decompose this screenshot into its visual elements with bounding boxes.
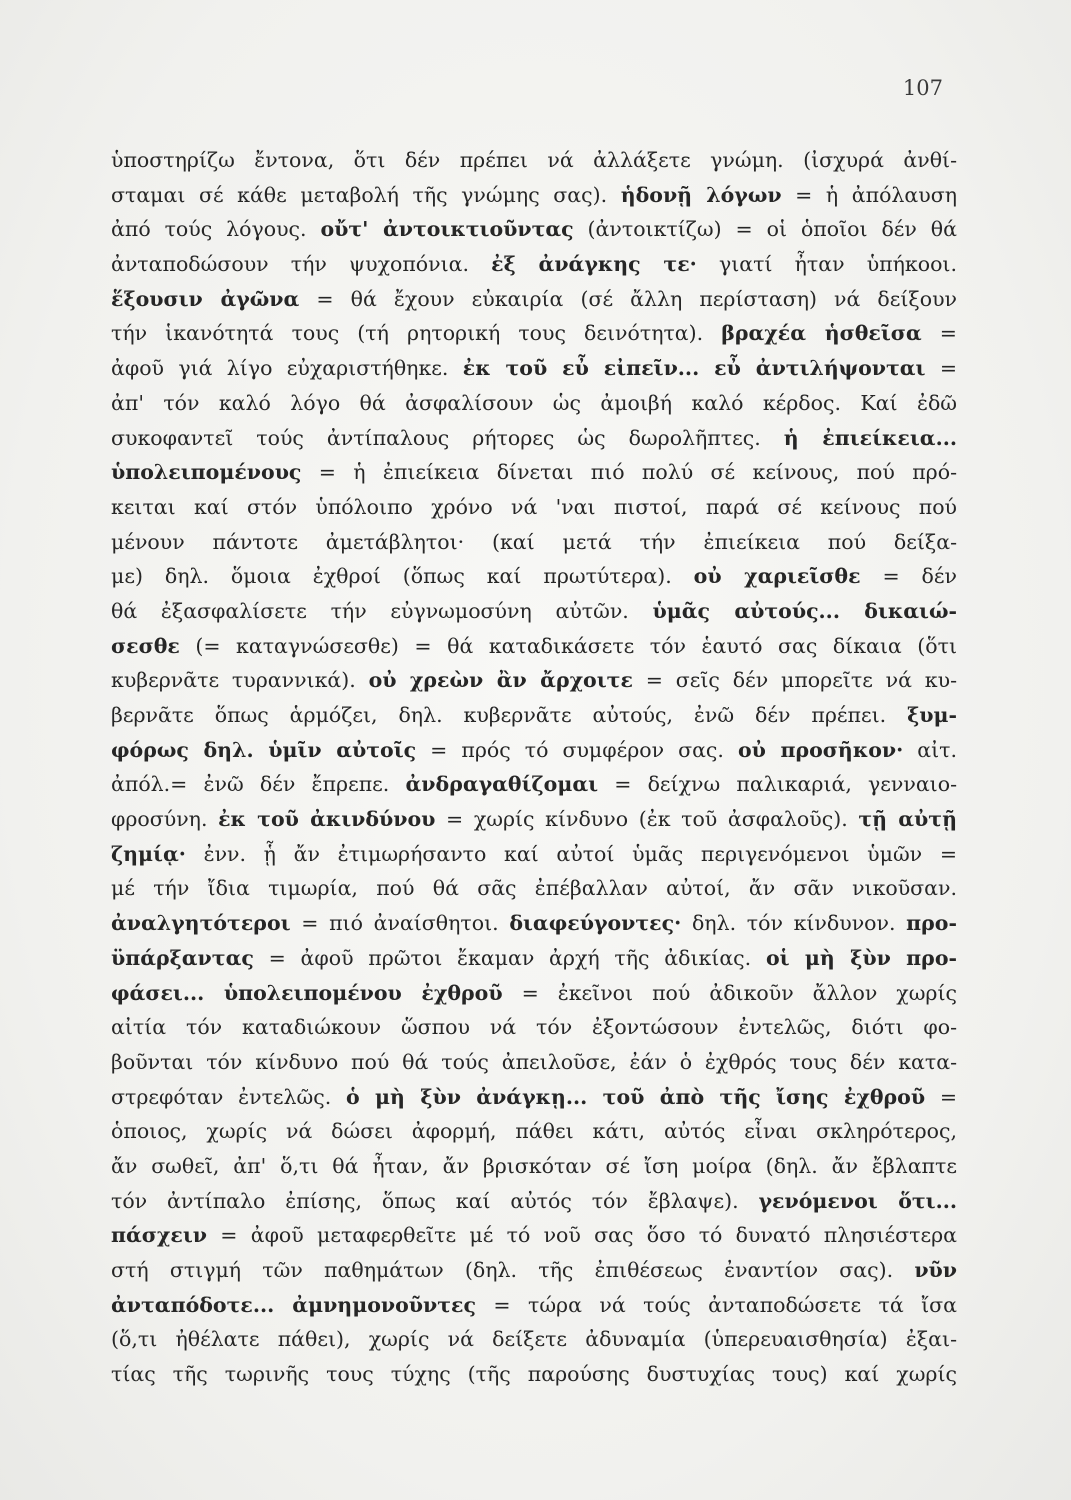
gloss-text: αἰτία τόν καταδιώκουν ὥσπου νά τόν ἐξοντώσουν ἐντελῶς, διότι φο-: [111, 1015, 957, 1040]
gloss-text: =: [921, 321, 957, 346]
lemma-term: ζημίᾳ·: [111, 841, 186, 866]
gloss-text: = σεῖς δέν μπορεῖτε νά κυ-: [632, 668, 957, 693]
gloss-text: μέ τήν ἴδια τιμωρία, πού θά σᾶς ἐπέβαλλαν αὐτοί, ἄν σᾶν νικοῦσαν.: [111, 876, 957, 901]
text-line: [111, 1288, 957, 1323]
text-line: [111, 629, 957, 664]
lemma-term: οὐ χρεὼν ἂν ἄρχοιτε: [368, 668, 633, 693]
gloss-text: (= καταγνώσεσθε) = θά καταδικάσετε τόν ἑαυτό σας δίκαια (ὅτι: [179, 633, 957, 658]
text-line: [111, 386, 957, 421]
gloss-text: φροσύνη.: [111, 807, 219, 832]
gloss-text: = ἡ ἀπόλαυση: [781, 182, 958, 207]
text-line: [111, 525, 957, 560]
gloss-text: =: [925, 356, 957, 381]
text-line: [111, 976, 957, 1011]
lemma-term: οἱ μὴ ξὺν προ-: [765, 945, 957, 970]
text-line: [111, 490, 957, 525]
text-line: [111, 941, 957, 976]
gloss-text: ἀπό τούς λόγους.: [111, 217, 321, 242]
lemma-term: τῇ αὐτῇ: [858, 807, 957, 832]
text-line: [111, 1010, 957, 1045]
text-line: [111, 698, 957, 733]
gloss-text: τόν ἀντίπαλο ἐπίσης, ὅπως καί αὐτός τόν ἔβλαψε).: [111, 1188, 759, 1213]
lemma-term: νῦν: [914, 1258, 957, 1282]
lemma-term: γενόμενοι ὅτι...: [758, 1188, 957, 1213]
text-line: [111, 663, 957, 698]
text-line: [111, 247, 957, 282]
text-line: [111, 421, 957, 456]
lemma-term: σεσθε: [111, 633, 180, 658]
gloss-text: βερνᾶτε ὅπως ἁρμόζει, δηλ. κυβερνᾶτε αὐτούς, ἐνῶ δέν πρέπει.: [111, 703, 908, 727]
text-line: [111, 351, 957, 386]
gloss-text: ὑποστηρίζω ἔντονα, ὅτι δέν πρέπει νά ἀλλάξετε γνώμη. (ἰσχυρά ἀνθί-: [111, 148, 957, 172]
gloss-text: τίας τῆς τωρινῆς τους τύχης (τῆς παρούσης δυστυχίας τους) καί χωρίς: [111, 1362, 957, 1387]
gloss-text: = ἡ ἐπιείκεια δίνεται πιό πολύ σέ κείνους, πού πρό-: [301, 460, 957, 485]
gloss-text: = ἐκεῖνοι πού ἀδικοῦν ἄλλον χωρίς: [502, 980, 958, 1005]
gloss-text: τήν ἱκανότητά τους (τή ρητορική τους δεινότητα).: [111, 321, 722, 346]
gloss-text: ἀφοῦ γιά λίγο εὐχαριστήθηκε.: [111, 356, 463, 381]
text-line: [111, 1357, 957, 1392]
text-line: [111, 143, 957, 178]
lemma-term: πάσχειν: [111, 1223, 207, 1248]
text-line: [111, 178, 957, 213]
gloss-text: με) δηλ. ὅμοια ἐχθροί (ὅπως καί πρωτύτερα).: [111, 564, 694, 589]
text-line: [111, 1322, 957, 1357]
page-number: 107: [902, 76, 943, 100]
gloss-text: βοῦνται τόν κίνδυνο πού θά τούς ἀπειλοῦσε, ἐάν ὁ ἐχθρός τους δέν κατα-: [111, 1049, 957, 1074]
lemma-term: ἀνταπόδοτε... ἀμνημονοῦντες: [111, 1292, 476, 1317]
gloss-text: ἐνν. ᾗ ἄν ἐτιμωρήσαντο καί αὐτοί ὑμᾶς περιγενόμενοι ὑμῶν =: [185, 841, 957, 866]
lemma-term: ἀνδραγαθίζομαι: [405, 772, 599, 797]
lemma-term: ἡδονῇ λόγων: [620, 182, 782, 207]
lemma-term: οὐ χαριεῖσθε: [693, 564, 861, 589]
gloss-text: (ὅ,τι ἠθέλατε πάθει), χωρίς νά δείξετε ἀδυναμία (ὑπερευαισθησία) ἐξαι-: [111, 1327, 957, 1352]
gloss-text: = ἀφοῦ πρῶτοι ἔκαμαν ἀρχή τῆς ἀδικίας.: [253, 945, 766, 970]
lemma-term: βραχέα ἡσθεῖσα: [721, 321, 922, 346]
text-line: [111, 559, 957, 594]
gloss-text: ἀνταποδώσουν τήν ψυχοπόνια.: [111, 252, 492, 277]
text-line: [111, 1080, 957, 1115]
lemma-term: διαφεύγοντες·: [509, 911, 682, 936]
gloss-text: ὁποιος, χωρίς νά δώσει ἀφορμή, πάθει κάτι, αὐτός εἶναι σκληρότερος,: [111, 1119, 957, 1144]
gloss-text: κυβερνᾶτε τυραννικά).: [111, 668, 369, 693]
text-line: [111, 871, 957, 906]
text-line: [111, 455, 957, 490]
gloss-text: σταμαι σέ κάθε μεταβολή τῆς γνώμης σας).: [111, 182, 621, 207]
gloss-text: = ἀφοῦ μεταφερθεῖτε μέ τό νοῦ σας ὅσο τό δυνατό πλησιέστερα: [206, 1223, 957, 1248]
lemma-term: φόρως δηλ. ὑμῖν αὐτοῖς: [111, 737, 417, 762]
text-line: [111, 767, 957, 802]
gloss-text: ἀπόλ.= ἐνῶ δέν ἔπρεπε.: [111, 772, 406, 797]
lemma-term: ἐκ τοῦ ἀκινδύνου: [218, 807, 436, 832]
commentary-text: [111, 143, 957, 1392]
lemma-term: ἐκ τοῦ εὖ εἰπεῖν... εὖ ἀντιλήψονται: [462, 356, 926, 381]
text-line: [111, 282, 957, 317]
lemma-term: ἡ ἐπιείκεια...: [783, 425, 957, 450]
text-line: [111, 733, 957, 768]
text-line: [111, 1045, 957, 1080]
gloss-text: = πιό ἀναίσθητοι.: [290, 911, 510, 936]
gloss-text: μένουν πάντοτε ἀμετάβλητοι· (καί μετά τήν ἐπιείκεια πού δείξα-: [111, 529, 957, 554]
lemma-term: ὑπολειπομένους: [111, 460, 302, 485]
text-line: [111, 1149, 957, 1184]
gloss-text: κειται καί στόν ὑπόλοιπο χρόνο νά 'ναι πιστοί, παρά σέ κείνους πού: [111, 494, 957, 519]
lemma-term: ϋπάρξαντας: [111, 945, 254, 970]
lemma-term: προ-: [906, 911, 957, 936]
gloss-text: = χωρίς κίνδυνο (ἐκ τοῦ ἀσφαλοῦς).: [435, 807, 859, 832]
lemma-term: φάσει... ὑπολειπομένου ἐχθροῦ: [111, 980, 503, 1005]
lemma-term: ἀναλγητότεροι: [111, 911, 291, 936]
text-line: [111, 837, 957, 872]
text-line: [111, 906, 957, 941]
gloss-text: γιατί ἦταν ὑπήκοοι.: [696, 252, 957, 277]
gloss-text: δηλ. τόν κίνδυνον.: [681, 911, 907, 936]
text-line: [111, 1253, 957, 1288]
lemma-term: οὐ προσῆκον·: [737, 737, 904, 762]
gloss-text: ἀπ' τόν καλό λόγο θά ἀσφαλίσουν ὡς ἀμοιβή καλό κέρδος. Καί ἐδῶ: [111, 390, 957, 415]
gloss-text: = τώρα νά τούς ἀνταποδώσετε τά ἴσα: [475, 1292, 957, 1317]
gloss-text: = θά ἔχουν εὐκαιρία (σέ ἄλλη περίσταση) νά δείξουν: [299, 286, 957, 311]
gloss-text: ἄν σωθεῖ, ἀπ' ὅ,τι θά ἦταν, ἄν βρισκόταν σέ ἴση μοίρα (δηλ. ἄν ἔβλαπτε: [111, 1153, 957, 1178]
text-line: [111, 212, 957, 247]
gloss-text: στρεφόταν ἐντελῶς.: [111, 1084, 346, 1109]
lemma-term: οὔτ' ἀντοικτιοῦντας: [320, 217, 574, 242]
text-line: [111, 316, 957, 351]
gloss-text: = δέν: [860, 564, 957, 589]
lemma-term: ὁ μὴ ξὺν ἀνάγκῃ... τοῦ ἀπὸ τῆς ἴσης ἐχθροῦ: [346, 1084, 926, 1109]
text-line: [111, 1114, 957, 1149]
text-line: [111, 594, 957, 629]
gloss-text: στή στιγμή τῶν παθημάτων (δηλ. τῆς ἐπιθέσεως ἐναντίον σας).: [111, 1258, 915, 1282]
lemma-term: ἕξουσιν ἀγῶνα: [111, 286, 300, 311]
gloss-text: =: [925, 1084, 957, 1109]
lemma-term: ξυμ-: [907, 703, 957, 727]
text-line: [111, 1218, 957, 1253]
lemma-term: ὑμᾶς αὐτούς... δικαιώ-: [652, 598, 957, 623]
gloss-text: θά ἐξασφαλίσετε τήν εὐγνωμοσύνη αὐτῶν.: [111, 598, 653, 623]
gloss-text: αἰτ.: [903, 737, 957, 762]
lemma-term: ἐξ ἀνάγκης τε·: [491, 252, 697, 277]
gloss-text: = δείχνω παλικαριά, γενναιο-: [598, 772, 957, 797]
text-line: [111, 802, 957, 837]
gloss-text: συκοφαντεῖ τούς ἀντίπαλους ρήτορες ὡς δωρολῆπτες.: [111, 425, 784, 450]
text-line: [111, 1184, 957, 1219]
gloss-text: = πρός τό συμφέρον σας.: [416, 737, 738, 762]
gloss-text: (ἀντοικτίζω) = οἱ ὁποῖοι δέν θά: [573, 217, 957, 242]
